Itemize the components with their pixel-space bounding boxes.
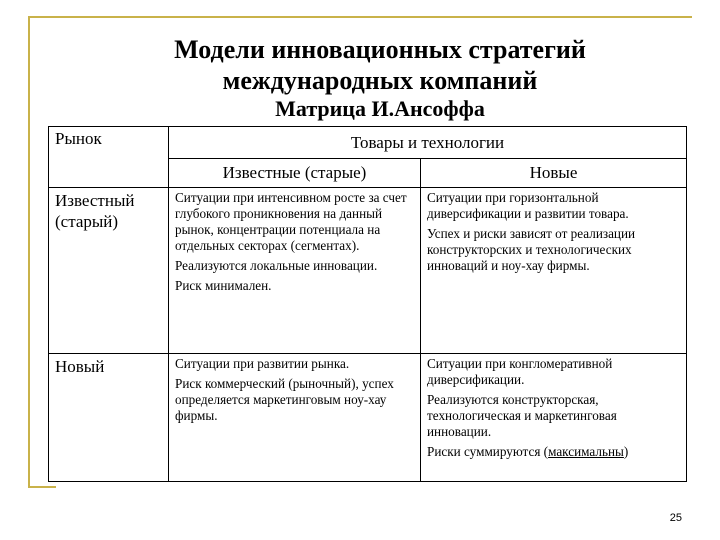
decorative-top-line: [28, 16, 692, 18]
column-header-known: [169, 159, 421, 188]
ansoff-matrix-table: [48, 126, 687, 482]
corner-cell-market: [49, 127, 169, 188]
cell-paragraph: Ситуации при конгломеративной диверсификации.: [427, 356, 613, 387]
risk-close-paren: ): [623, 443, 629, 459]
cell-paragraph: Риск коммерческий (рыночный), успех определяется маркетинговым ноу-хау фирмы.: [175, 375, 394, 423]
cell-paragraph: Реализуются конструкторская, технологическая и маркетинговая инновации.: [427, 391, 617, 439]
row-label-line: Новый: [55, 357, 105, 376]
cell-paragraph: Реализуются локальные инновации.: [175, 257, 378, 273]
cell-known-market-known-products: [169, 188, 421, 354]
column-header-new-label: Новые: [529, 163, 578, 182]
risk-maximal-text: максимальны: [548, 443, 624, 459]
slide-title-line-1: Модели инновационных стратегий: [174, 35, 586, 64]
page-number: 25: [669, 512, 682, 524]
risk-text: Риски суммируются (: [427, 443, 549, 459]
cell-paragraph: Ситуации при развитии рынка.: [175, 356, 350, 371]
cell-known-market-new-products: [421, 188, 687, 354]
decorative-vertical-line: [28, 16, 30, 486]
cell-paragraph: Риск минимален.: [175, 277, 272, 293]
row-label-line: (старый): [55, 212, 119, 231]
group-header-cell: [169, 127, 687, 159]
cell-new-market-known-products: [169, 354, 421, 482]
decorative-bottom-line: [28, 486, 56, 488]
cell-paragraph: Ситуации при горизонтальной диверсификации и развитии товара.: [427, 190, 629, 221]
cell-new-market-new-products: [421, 354, 687, 482]
cell-paragraph: Успех и риски зависят от реализации конструкторских и технологических инноваций и ноу-хау фирмы.: [427, 225, 636, 273]
row-label-known-market: [49, 188, 169, 354]
group-header-label: Товары и технологии: [350, 132, 505, 152]
slide-title-line-2: международных компаний: [222, 66, 538, 95]
cell-paragraph: Ситуации при интенсивном росте за счет глубокого проникновения на данный рынок, концентрации потенциала на отдельных секторах (сегментах).: [175, 190, 407, 253]
column-header-new: [421, 159, 687, 188]
corner-label: Рынок: [55, 129, 102, 148]
row-label-line: Известный: [55, 191, 135, 210]
cell-paragraph: [427, 444, 680, 460]
slide-subtitle: Матрица И.Ансоффа: [275, 96, 485, 121]
column-header-known-label: Известные (старые): [222, 163, 367, 182]
row-label-new-market: [49, 354, 169, 482]
